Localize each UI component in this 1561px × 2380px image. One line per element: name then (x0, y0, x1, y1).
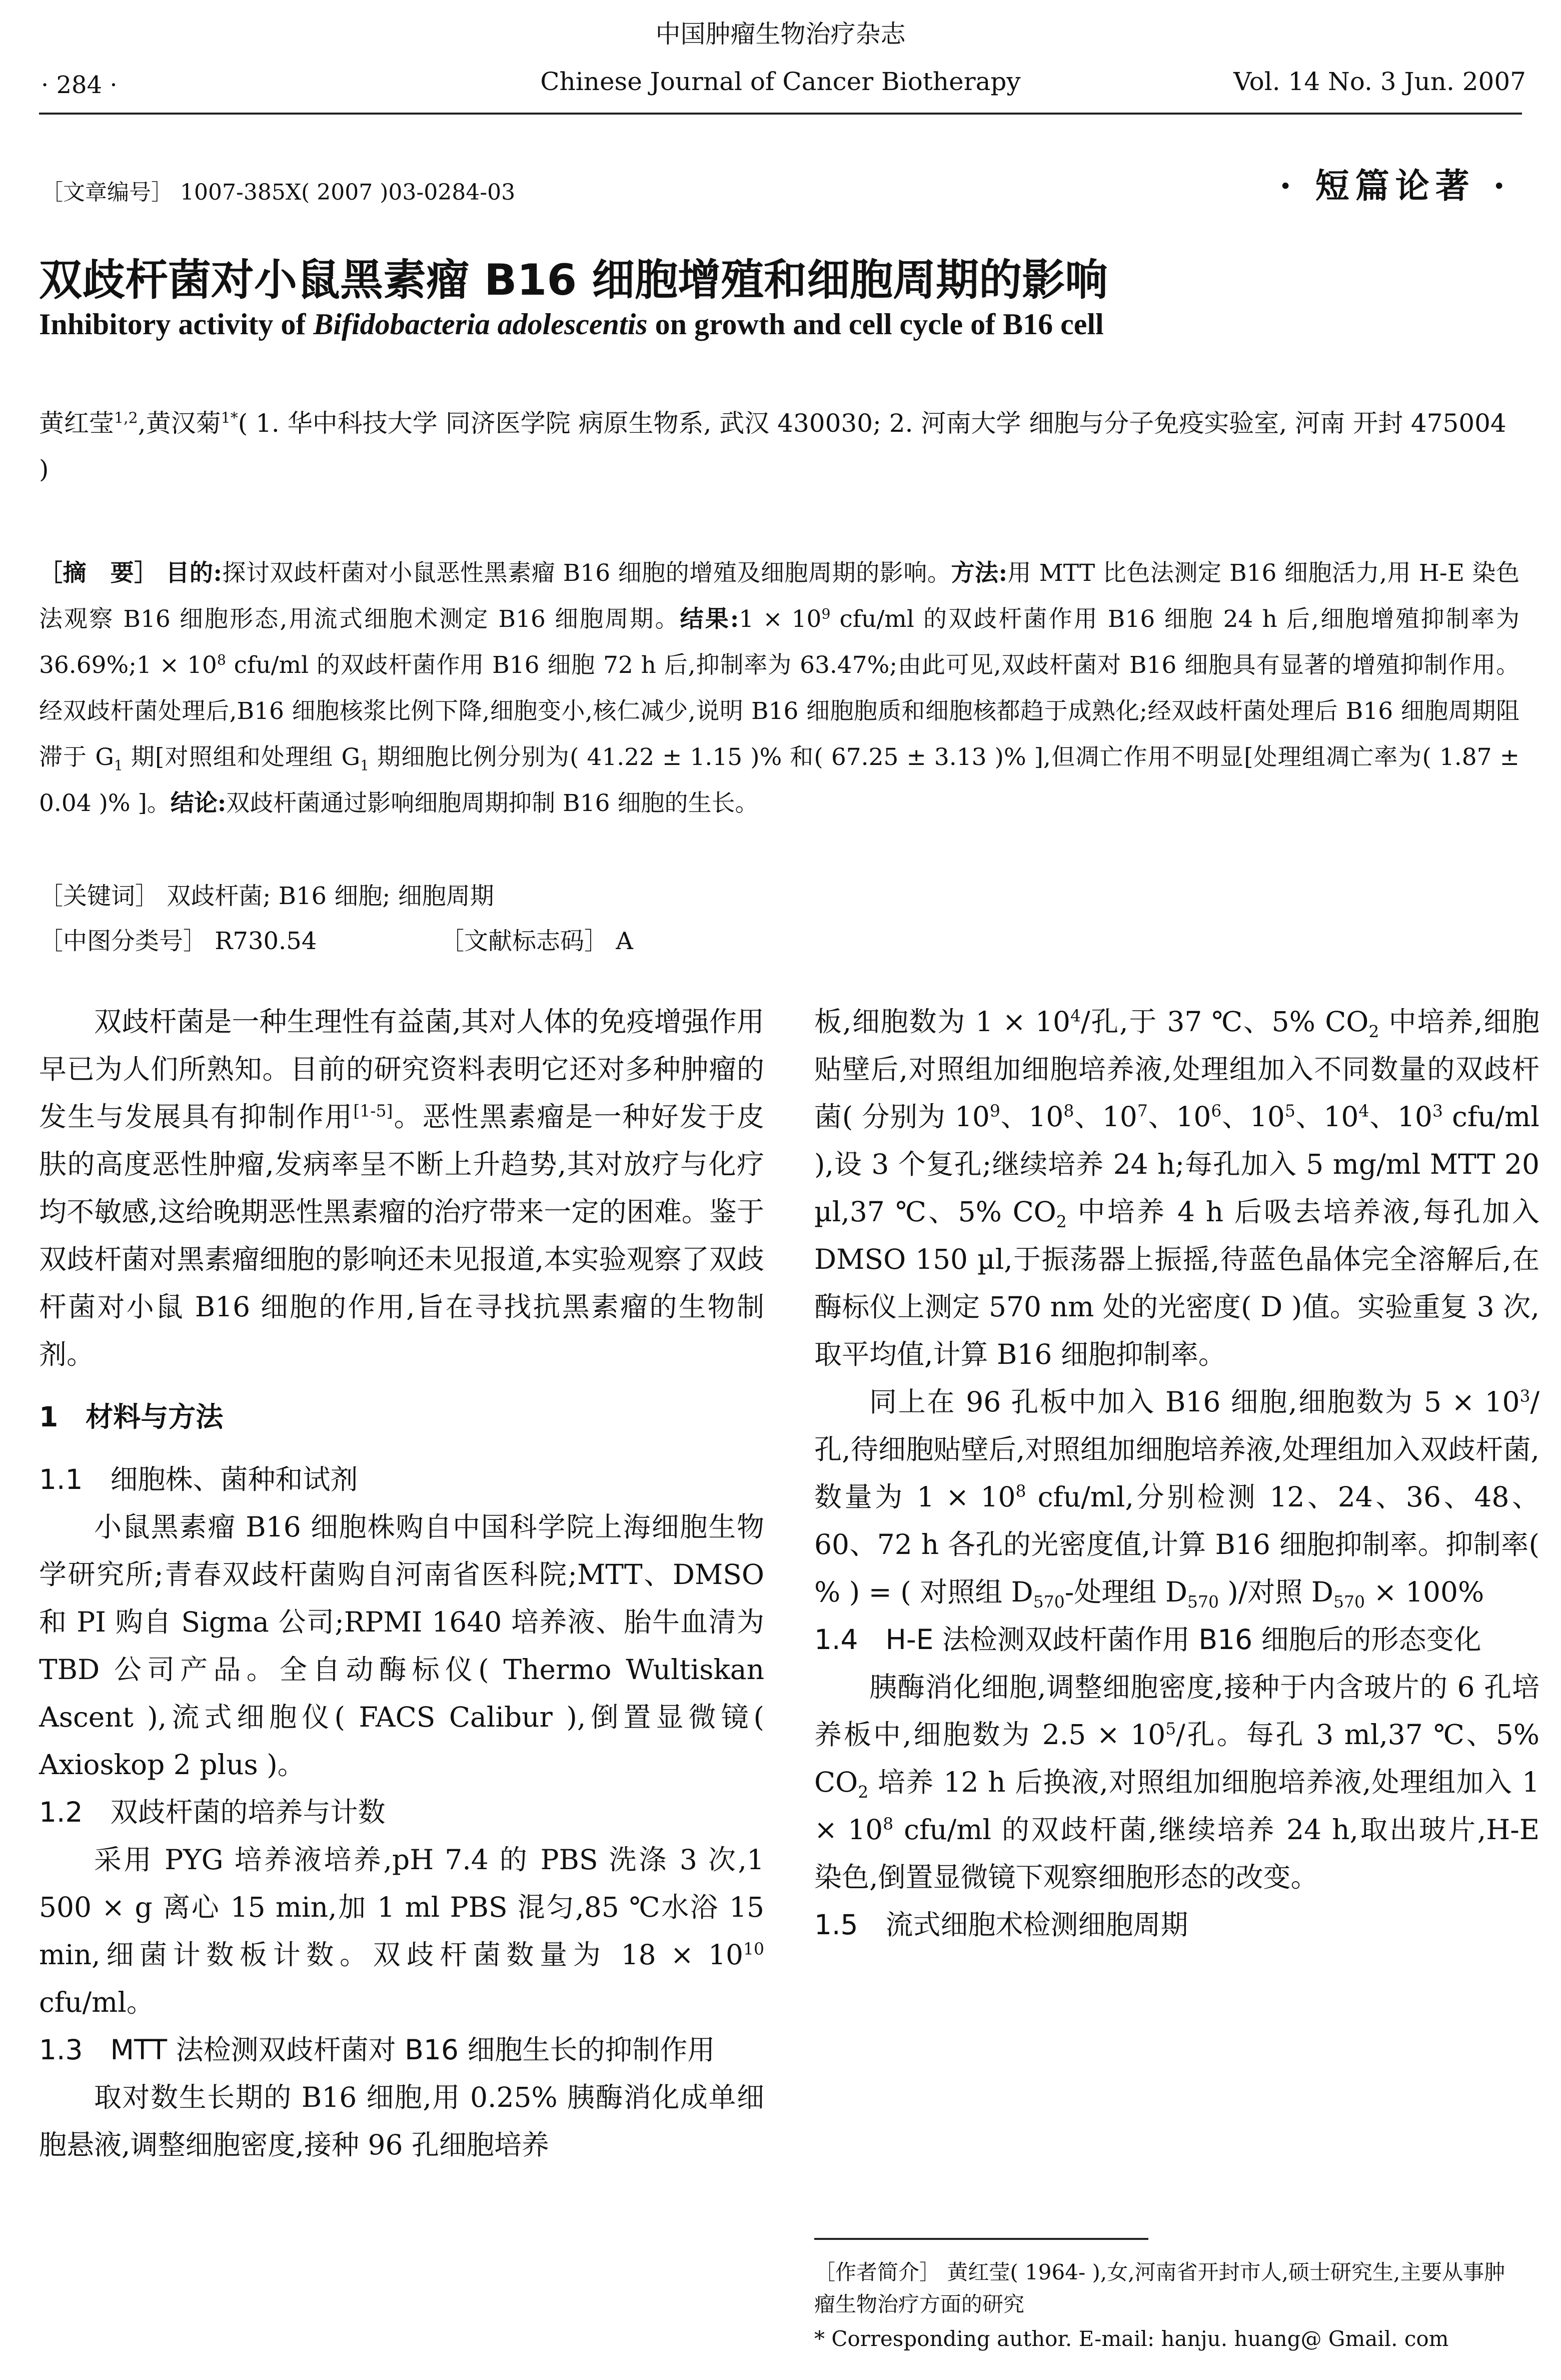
journal-name-cn: 中国肿瘤生物治疗杂志 (655, 20, 906, 49)
paragraph-1-3: 取对数生长期的 B16 细胞,用 0.25% 胰酶消化成单细胞悬液,调整细胞密度,接种 96 孔细胞培养 (39, 2081, 764, 2161)
section-heading-1: 1 材料与方法 (39, 1401, 224, 1433)
footnote-rule (814, 2238, 1148, 2240)
document-code: ［文献标志码］ A (440, 927, 633, 955)
body-right-column (814, 998, 1539, 1949)
paragraph-1-4: 胰酶消化细胞,调整细胞密度,接种于内含玻片的 6 孔培养板中,细胞数为 $2.5 \times 10^5/$孔。每孔 3 ml,37 ℃、5% $CO_2$ 培养 12 h 后换液,对照组加细胞培养液,处理组加入 $1 \times 10^8$ cfu/ml 的双歧杆菌,继续培养 24 h,取出玻片,H-E 染色,倒置显微镜下观察细胞形态的改变。 (814, 1671, 1539, 1893)
author-bio-footnote: ［作者简介］ 黄红莹( 1964- ),女,河南省开封市人,硕士研究生,主要从事肿瘤生物治疗方面的研究 (814, 2260, 1505, 2316)
keywords: ［关键词］ 双歧杆菌; B16 细胞; 细胞周期 (39, 882, 494, 910)
affiliations: ( 1. 华中科技大学 同济医学院 病原生物系, 武汉 430030; 2. 河南大学 细胞与分子免疫实验室, 河南 开封 475004 ) (39, 409, 1506, 484)
intro-paragraph: 双歧杆菌是一种生理性有益菌,其对人体的免疫增强作用早已为人们所熟知。目前的研究资料表明它还对多种肿瘤的发生与发展具有抑制作用[1-5]。恶性黑素瘤是一种好发于皮肤的高度恶性肿瘤,发病率呈不断上升趋势,其对放疗与化疗均不敏感,这给晚期恶性黑素瘤的治疗带来一定的困难。鉴于双歧杆菌对黑素瘤细胞的影响还未见报道,本实验观察了双歧杆菌对小鼠 B16 细胞的作用,旨在寻找抗黑素瘤的生物制剂。 (39, 1006, 764, 1370)
subsection-heading-1-3: 1.3 MTT 法检测双歧杆菌对 B16 细胞生长的抑制作用 (39, 2034, 715, 2066)
paragraph-1-3-b: 同上在 96 孔板中加入 B16 细胞,细胞数为 $5 \times 10^3/$孔,待细胞贴壁后,对照组加细胞培养液,处理组加入双歧杆菌,数量为 $1 \times 10^8$ cfu/ml,分别检测 12、24、36、48、60、72 h 各孔的光密度值,计算 B16 细胞抑制率。抑制率( % ) = ( 对照组 $D_{570}-$处理组 $D_{570}$ )/对照 $D_{570} \times 100\%$ (814, 1386, 1539, 1612)
classification-number: ［中图分类号］ R730.54 (39, 927, 317, 955)
subsection-heading-1-2: 1.2 双歧杆菌的培养与计数 (39, 1796, 386, 1828)
title-en-species: Bifidobacteria adolescentis (313, 308, 648, 341)
abstract: ［摘 要］ 目的:探讨双歧杆菌对小鼠恶性黑素瘤 B16 细胞的增殖及细胞周期的影响。方法:用 MTT 比色法测定 B16 细胞活力,用 H-E 染色法观察 B16 细胞形态,用流式细胞术测定 B16 细胞周期。结果:1 × $10^9$ cfu/ml 的双歧杆菌作用 B16 细胞 24 h 后,细胞增殖抑制率为 36.69%;1 × $10^8$ cfu/ml 的双歧杆菌作用 B16 细胞 72 h 后,抑制率为 63.47%;由此可见,双歧杆菌对 B16 细胞具有显著的增殖抑制作用。经双歧杆菌处理后,B16 细胞核浆比例下降,细胞变小,核仁减少,说明 B16 细胞胞质和细胞核都趋于成熟化;经双歧杆菌处理后 B16 细胞周期阻滞于 $G_1$ 期[对照组和处理组 $G_1$ 期细胞比例分别为( 41.22 ± 1.15 )% 和( 67.25 ± 3.13 )% ],但凋亡作用不明显[处理组凋亡率为( 1.87 ± 0.04 )% ]。结论:双歧杆菌通过影响细胞周期抑制 B16 细胞的生长。 (39, 559, 1519, 817)
subsection-heading-1-4: 1.4 H-E 法检测双歧杆菌作用 B16 细胞后的形态变化 (814, 1624, 1481, 1656)
title-en: Inhibitory activity of Bifidobacteria adolescentis on growth and cell cycle of B16 cell (39, 308, 1104, 341)
author-1: 黄红莹 (39, 409, 114, 438)
paragraph-1-2: 采用 PYG 培养液培养,pH 7.4 的 PBS 洗涤 3 次,1 500 × g 离心 15 min,加 1 ml PBS 混匀,85 ℃水浴 15 min,细菌计数板计数。双歧杆菌数量为 $18 \times 10^{10}$ cfu/ml。 (39, 1844, 764, 2018)
article-id: ［文章编号］ 1007-385X( 2007 )03-0284-03 (41, 180, 516, 205)
page-number: · 284 · (41, 71, 118, 99)
volume-info: Vol. 14 No. 3 Jun. 2007 (1233, 67, 1526, 96)
journal-name-en: Chinese Journal of Cancer Biotherapy (540, 67, 1021, 96)
paragraph-1-1: 小鼠黑素瘤 B16 细胞株购自中国科学院上海细胞生物学研究所;青春双歧杆菌购自河南省医科院;MTT、DMSO 和 PI 购自 Sigma 公司;RPMI 1640 培养液、胎牛血清为 TBD 公司产品。全自动酶标仪( Thermo Wultiskan Ascent ),流式细胞仪( FACS Calibur ),倒置显微镜( Axioskop 2 plus )。 (39, 1511, 764, 1781)
author-2: ,黄汉菊 (138, 409, 221, 438)
subsection-heading-1-5: 1.5 流式细胞术检测细胞周期 (814, 1909, 1188, 1941)
authors-affiliations: 黄红莹$^{1,2}$,黄汉菊$^{1*}$( 1. 华中科技大学 同济医学院 病原生物系, 武汉 430030; 2. 河南大学 细胞与分子免疫实验室, 河南 开封 475004 ) (39, 409, 1506, 484)
subsection-heading-1-1: 1.1 细胞株、菌种和试剂 (39, 1463, 358, 1495)
corresponding-author-footnote: * Corresponding author. E-mail: hanju. huang@ Gmail. com (814, 2326, 1449, 2351)
body-left-column (39, 998, 764, 2169)
citation-ref: [1-5] (353, 1101, 393, 1121)
title-cn: 双歧杆菌对小鼠黑素瘤 B16 细胞增殖和细胞周期的影响 (39, 255, 1108, 305)
section-tag: · 短篇论著 · (1279, 166, 1511, 206)
header-rule (39, 113, 1522, 115)
paragraph-1-3-cont: 板,细胞数为 $1 \times 10^4/$孔,于 37 ℃、5% $CO_2$ 中培养,细胞贴壁后,对照组加细胞培养液,处理组加入不同数量的双歧杆菌( 分别为 $10^9$、$10^8$、$10^7$、$10^6$、$10^5$、$10^4$、$10^3$ cfu/ml ),设 3 个复孔;继续培养 24 h;每孔加入 5 mg/ml MTT 20 µl,37 ℃、5% $CO_2$ 中培养 4 h 后吸去培养液,每孔加入 DMSO 150 µl,于振荡器上振摇,待蓝色晶体完全溶解后,在酶标仪上测定 570 nm 处的光密度( D )值。实验重复 3 次,取平均值,计算 B16 细胞抑制率。 (814, 1006, 1539, 1370)
